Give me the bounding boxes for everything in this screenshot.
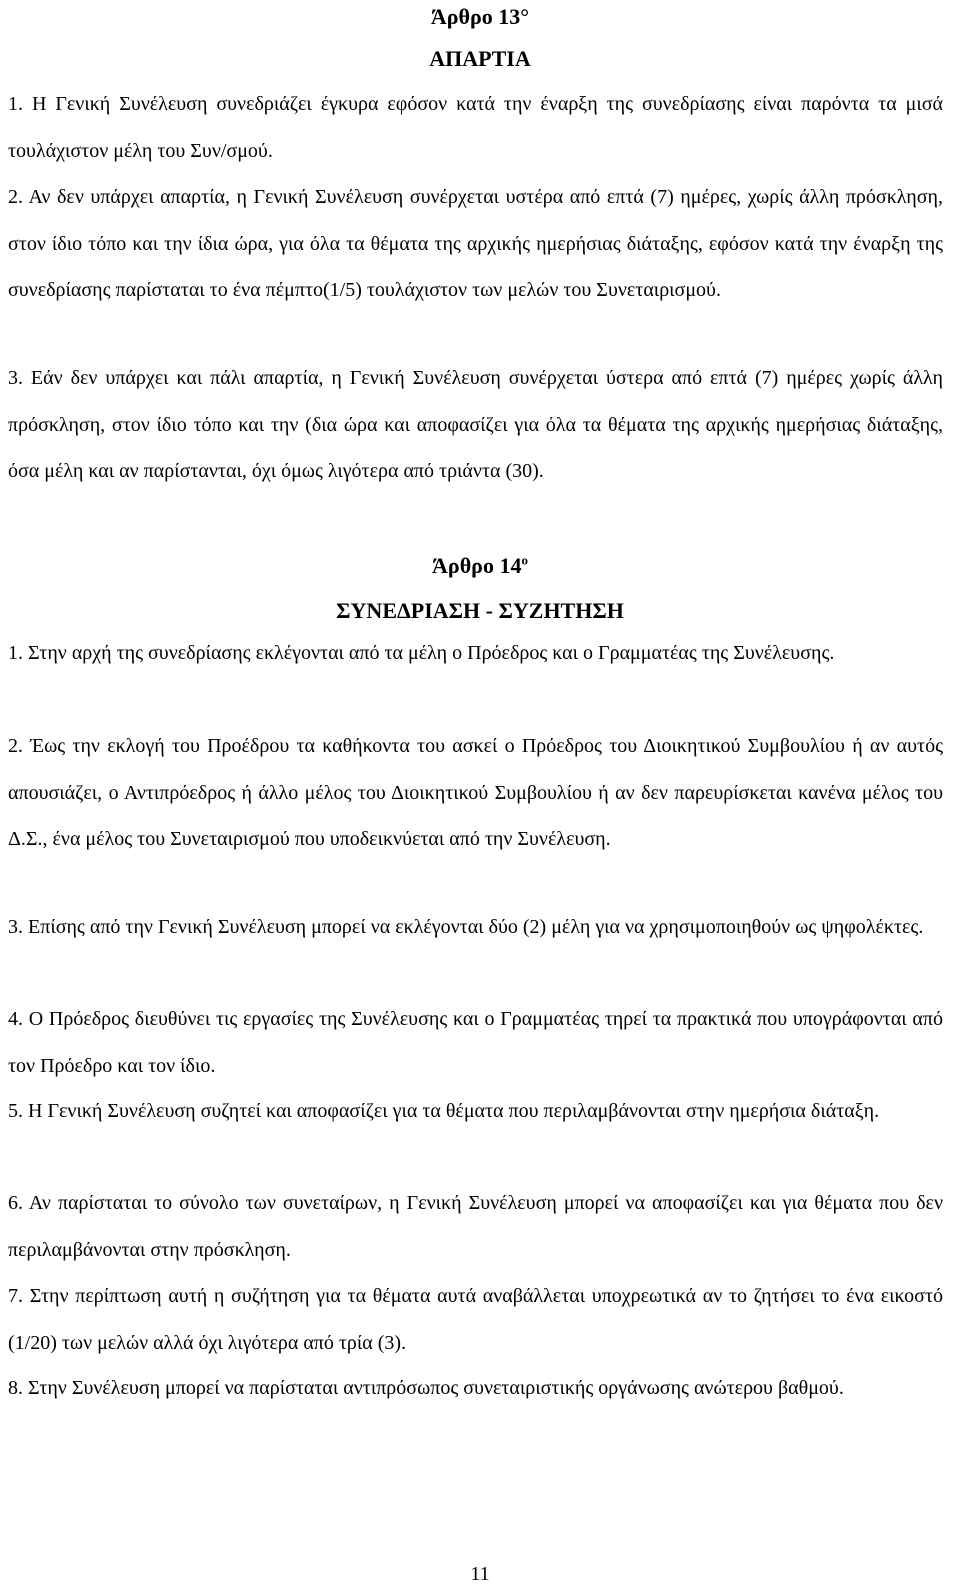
article-14-paragraph-2: 2. Έως την εκλογή του Προέδρου τα καθήκοντα του ασκεί ο Πρόεδρος του Διοικητικού Συμβουλίου ή αν αυτός απουσιάζει, ο Αντιπρόεδρος ή άλλο μέλος του Διοικητικού Συμβουλίου ή αν δεν παρευρίσκεται κανένα μέλος του Δ.Σ., ένα μέλος του Συνεταιρισμού που υποδεικνύεται από την Συνέλευση. — [8, 735, 943, 851]
page-number: 11 — [470, 1563, 490, 1585]
article-14-paragraph-4: 4. Ο Πρόεδρος διευθύνει τις εργασίες της Συνέλευσης και ο Γραμματέας τηρεί τα πρακτικά που υπογράφονται από τον Πρόεδρο και τον ίδιο. — [8, 1008, 943, 1077]
article-14-paragraph-3: 3. Επίσης από την Γενική Συνέλευση μπορεί να εκλέγονται δύο (2) μέλη για να χρησιμοποιηθούν ως ψηφολέκτες. — [8, 916, 924, 938]
article-14-paragraph-8: 8. Στην Συνέλευση μπορεί να παρίσταται αντιπρόσωπος συνεταιριστικής οργάνωσης ανώτερου βαθμού. — [8, 1377, 844, 1399]
article-13-paragraph-1: 1. Η Γενική Συνέλευση συνεδριάζει έγκυρα εφόσον κατά την έναρξη της συνεδρίασης είναι παρόντα τα μισά τουλάχιστον μέλη του Συν/σμού. — [8, 93, 943, 162]
article-14-paragraph-1: 1. Στην αρχή της συνεδρίασης εκλέγονται από τα μέλη ο Πρόεδρος και ο Γραμματέας της Συνέλευσης. — [8, 642, 835, 664]
article-14-subtitle: ΣΥΝΕΔΡΙΑΣΗ - ΣΥΖΗΤΗΣΗ — [336, 598, 624, 623]
article-14-title-text: Άρθρο 14 — [432, 553, 522, 578]
article-14-paragraph-6: 6. Αν παρίσταται το σύνολο των συνεταίρων, η Γενική Συνέλευση μπορεί να αποφασίζει και για θέματα που δεν περιλαμβάνονται στην πρόσκληση. — [8, 1192, 943, 1261]
article-13-title: Άρθρο 13° — [430, 4, 530, 29]
article-14-paragraph-7: 7. Στην περίπτωση αυτή η συζήτηση για τα θέματα αυτά αναβάλλεται υποχρεωτικά αν το ζητήσει το ένα εικοστό (1/20) των μελών αλλά όχι λιγότερα από τρία (3). — [8, 1285, 943, 1354]
article-14-title-superscript: ο — [521, 552, 528, 568]
article-13-paragraph-3: 3. Εάν δεν υπάρχει και πάλι απαρτία, η Γενική Συνέλευση συνέρχεται ύστερα από επτά (7) ημέρες χωρίς άλλη πρόσκληση, στον ίδιο τόπο και την (δια ώρα και αποφασίζει για όλα τα θέματα της αρχικής ημερήσιας διάταξης, όσα μέλη και αν παρίστανται, όχι όμως λιγότερα από τριάντα (30). — [8, 367, 943, 483]
article-14-title — [0, 553, 960, 579]
article-14-paragraph-5: 5. Η Γενική Συνέλευση συζητεί και αποφασίζει για τα θέματα που περιλαμβάνονται στην ημερήσια διάταξη. — [8, 1100, 880, 1122]
article-13-paragraph-2: 2. Αν δεν υπάρχει απαρτία, η Γενική Συνέλευση συνέρχεται υστέρα από επτά (7) ημέρες, χωρίς άλλη πρόσκληση, στον ίδιο τόπο και την ίδια ώρα, για όλα τα θέματα της αρχικής ημερήσιας διάταξης, εφόσον κατά την έναρξη της συνεδρίασης παρίσταται το ένα πέμπτο(1/5) τουλάχιστον των μελών του Συνεταιρισμού. — [8, 186, 943, 302]
article-13-subtitle: ΑΠΑΡΤΙΑ — [429, 46, 531, 71]
